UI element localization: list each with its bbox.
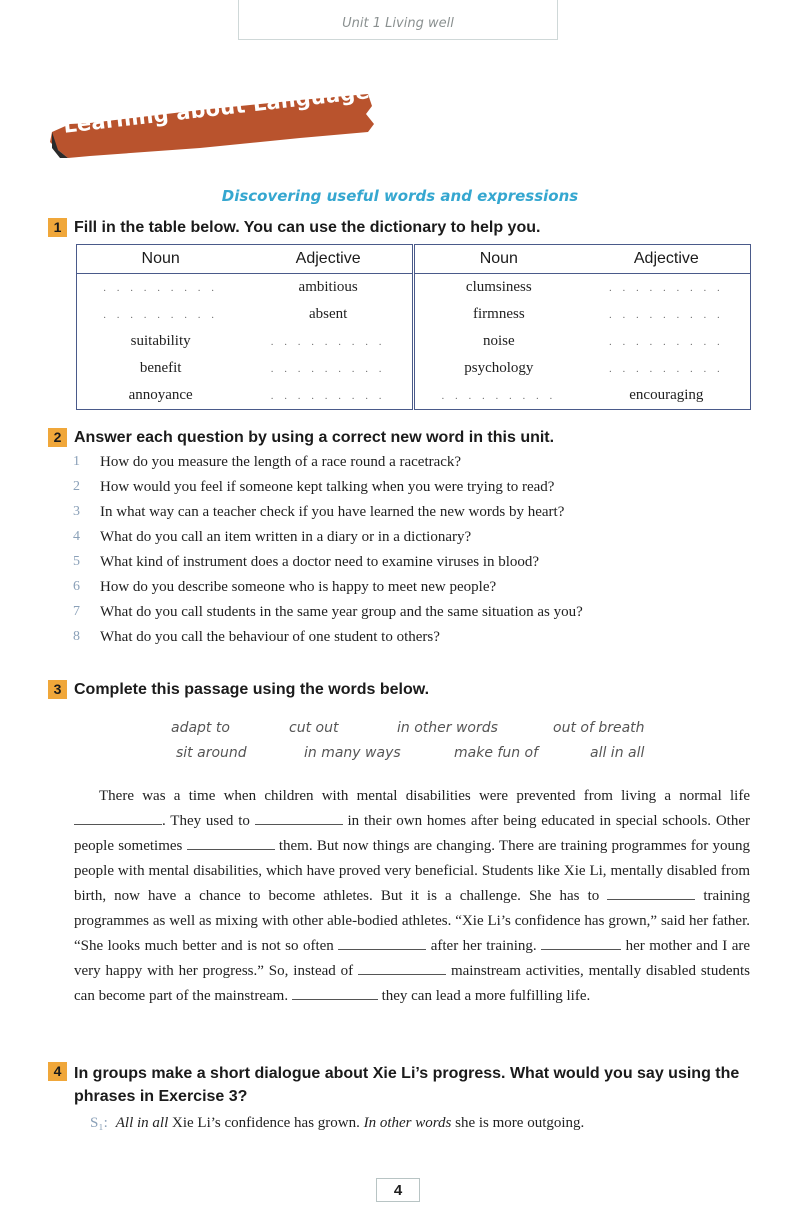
- blank-field[interactable]: [74, 810, 162, 825]
- blank-cell[interactable]: [244, 328, 413, 355]
- passage-text: in their own homes after being educated in special schools. Other people sometimes: [74, 813, 751, 854]
- dotted-blank: . . . . . . . . .: [608, 309, 724, 321]
- column-header: Adjective: [244, 245, 413, 274]
- question-text: In what way can a teacher check if you have learned the new words by heart?: [100, 504, 565, 520]
- task-number: 3: [48, 680, 67, 699]
- passage-text: them. But now things are changing. There are training programmes for young people with mental disabilities, which have proved very beneficial. Students like Xie Li, mentally disabled from birth, now have a chance to become athletes. But it is a challenge. She has to: [74, 838, 750, 904]
- blank-field[interactable]: [292, 985, 378, 1000]
- blank-field[interactable]: [607, 885, 695, 900]
- phrase-item: adapt to: [171, 720, 230, 736]
- blank-cell[interactable]: [583, 301, 751, 328]
- task-4-heading: [48, 1062, 752, 1108]
- blank-field[interactable]: [358, 960, 446, 975]
- blank-field[interactable]: [255, 810, 343, 825]
- phrase-item: cut out: [289, 720, 339, 736]
- blank-cell[interactable]: [583, 328, 751, 355]
- example-text: Xie Li’s confidence has grown.: [168, 1115, 364, 1131]
- blank-cell[interactable]: [244, 355, 413, 382]
- question-number: 8: [73, 629, 80, 644]
- question-text: How would you feel if someone kept talking when you were trying to read?: [100, 479, 555, 495]
- dotted-blank: . . . . . . . . .: [608, 363, 724, 375]
- table-row: [77, 274, 751, 302]
- example-dialogue: [90, 1115, 584, 1132]
- question-text: What do you call an item written in a diary or in a dictionary?: [100, 529, 472, 545]
- list-item: [73, 604, 583, 629]
- column-header: Noun: [413, 245, 582, 274]
- table-cell: firmness: [413, 301, 582, 328]
- blank-cell[interactable]: [244, 382, 413, 410]
- blank-field[interactable]: [541, 935, 621, 950]
- table-row: [77, 301, 751, 328]
- banner-label: Learning about Language: [62, 79, 371, 138]
- question-number: 7: [73, 604, 80, 619]
- table-row: [77, 328, 751, 355]
- list-item: [73, 479, 583, 504]
- example-phrase: All in all: [115, 1115, 169, 1131]
- question-text: What do you call students in the same year group and the same situation as you?: [100, 604, 583, 620]
- phrase-item: out of breath: [553, 720, 645, 736]
- word-table: [76, 244, 751, 410]
- question-text: How do you measure the length of a race round a racetrack?: [100, 454, 462, 470]
- table-cell: suitability: [130, 333, 191, 349]
- question-text: What do you call the behaviour of one student to others?: [100, 629, 440, 645]
- table-cell: psychology: [413, 355, 582, 382]
- question-number: 2: [73, 479, 80, 494]
- dotted-blank: . . . . . . . . .: [103, 282, 219, 294]
- section-subtitle: Discovering useful words and expressions: [221, 187, 579, 205]
- blank-cell[interactable]: [77, 274, 245, 302]
- passage-text: There was a time when children with mental disabilities were prevented from living a normal life: [99, 788, 750, 804]
- table-cell: absent: [308, 306, 348, 322]
- dotted-blank: . . . . . . . . .: [608, 336, 724, 348]
- passage-text: . They used to: [162, 813, 250, 829]
- task-number: 1: [48, 218, 67, 237]
- list-item: [73, 554, 583, 579]
- table-cell: ambitious: [298, 279, 358, 295]
- list-item: [73, 529, 583, 554]
- table-row: [77, 355, 751, 382]
- task-3-heading: [48, 680, 429, 700]
- unit-header: [238, 0, 558, 40]
- blank-field[interactable]: [338, 935, 426, 950]
- list-item: [73, 454, 583, 479]
- list-item: [73, 579, 583, 604]
- task-2-heading: [48, 428, 554, 448]
- table-cell: noise: [413, 328, 582, 355]
- phrase-item: sit around: [176, 745, 247, 761]
- question-number: 6: [73, 579, 80, 594]
- question-number: 5: [73, 554, 80, 569]
- dotted-blank: . . . . . . . . .: [608, 282, 724, 294]
- list-item: [73, 629, 583, 654]
- passage: [74, 784, 750, 1009]
- blank-field[interactable]: [187, 835, 275, 850]
- question-text: What kind of instrument does a doctor need to examine viruses in blood?: [100, 554, 540, 570]
- blank-cell[interactable]: [413, 382, 582, 410]
- table-cell: benefit: [139, 360, 182, 376]
- question-number: 4: [73, 529, 80, 544]
- passage-text: after her training.: [430, 938, 537, 954]
- column-header: Adjective: [583, 245, 751, 274]
- passage-text: her mother and I are very happy with her progress.” So, instead of: [74, 938, 751, 979]
- unit-title: Unit 1 Living well: [342, 16, 454, 31]
- table-cell: annoyance: [128, 387, 193, 403]
- table-cell: encouraging: [629, 387, 704, 403]
- speaker-label: S₁:: [90, 1115, 108, 1131]
- question-list: [73, 454, 583, 654]
- blank-cell[interactable]: [583, 274, 751, 302]
- dotted-blank: . . . . . . . . .: [270, 336, 386, 348]
- table-cell: clumsiness: [413, 274, 582, 302]
- phrase-item: all in all: [590, 745, 645, 761]
- question-text: How do you describe someone who is happy to meet new people?: [100, 579, 497, 595]
- dotted-blank: . . . . . . . . .: [441, 390, 557, 402]
- task-number: 2: [48, 428, 67, 447]
- question-number: 1: [73, 454, 80, 469]
- blank-cell[interactable]: [583, 355, 751, 382]
- phrase-item: make fun of: [454, 745, 539, 761]
- dotted-blank: . . . . . . . . .: [270, 363, 386, 375]
- passage-text: mainstream activities, mentally disabled students can become part of the mainstream.: [74, 963, 751, 1004]
- task-instruction: Complete this passage using the words below.: [74, 681, 430, 698]
- example-text: she is more outgoing.: [451, 1115, 585, 1131]
- section-banner: [50, 79, 376, 162]
- list-item: [73, 504, 583, 529]
- phrase-item: in many ways: [304, 745, 401, 761]
- task-instruction: Answer each question by using a correct new word in this unit.: [74, 429, 555, 446]
- dotted-blank: . . . . . . . . .: [103, 309, 219, 321]
- task-instruction: In groups make a short dialogue about Xie Li’s progress. What would you say using the phrases in Exercise 3?: [74, 1065, 740, 1105]
- example-phrase: In other words: [363, 1115, 452, 1131]
- column-header: Noun: [77, 245, 245, 274]
- table-header-row: [77, 245, 751, 274]
- blank-cell[interactable]: [77, 301, 245, 328]
- phrase-item: in other words: [397, 720, 498, 736]
- page-number: 4: [376, 1178, 420, 1202]
- passage-text: training programmes as well as mixing with other able-bodied athletes. “Xie Li’s confidence has grown,” said her father. “She looks much better and is not so often: [74, 888, 751, 954]
- dotted-blank: . . . . . . . . .: [270, 390, 386, 402]
- question-number: 3: [73, 504, 80, 519]
- task-instruction: Fill in the table below. You can use the dictionary to help you.: [74, 219, 541, 236]
- table-row: [77, 382, 751, 410]
- task-number: 4: [48, 1062, 67, 1081]
- task-1-heading: [48, 218, 540, 238]
- passage-text: they can lead a more fulfilling life.: [381, 988, 591, 1004]
